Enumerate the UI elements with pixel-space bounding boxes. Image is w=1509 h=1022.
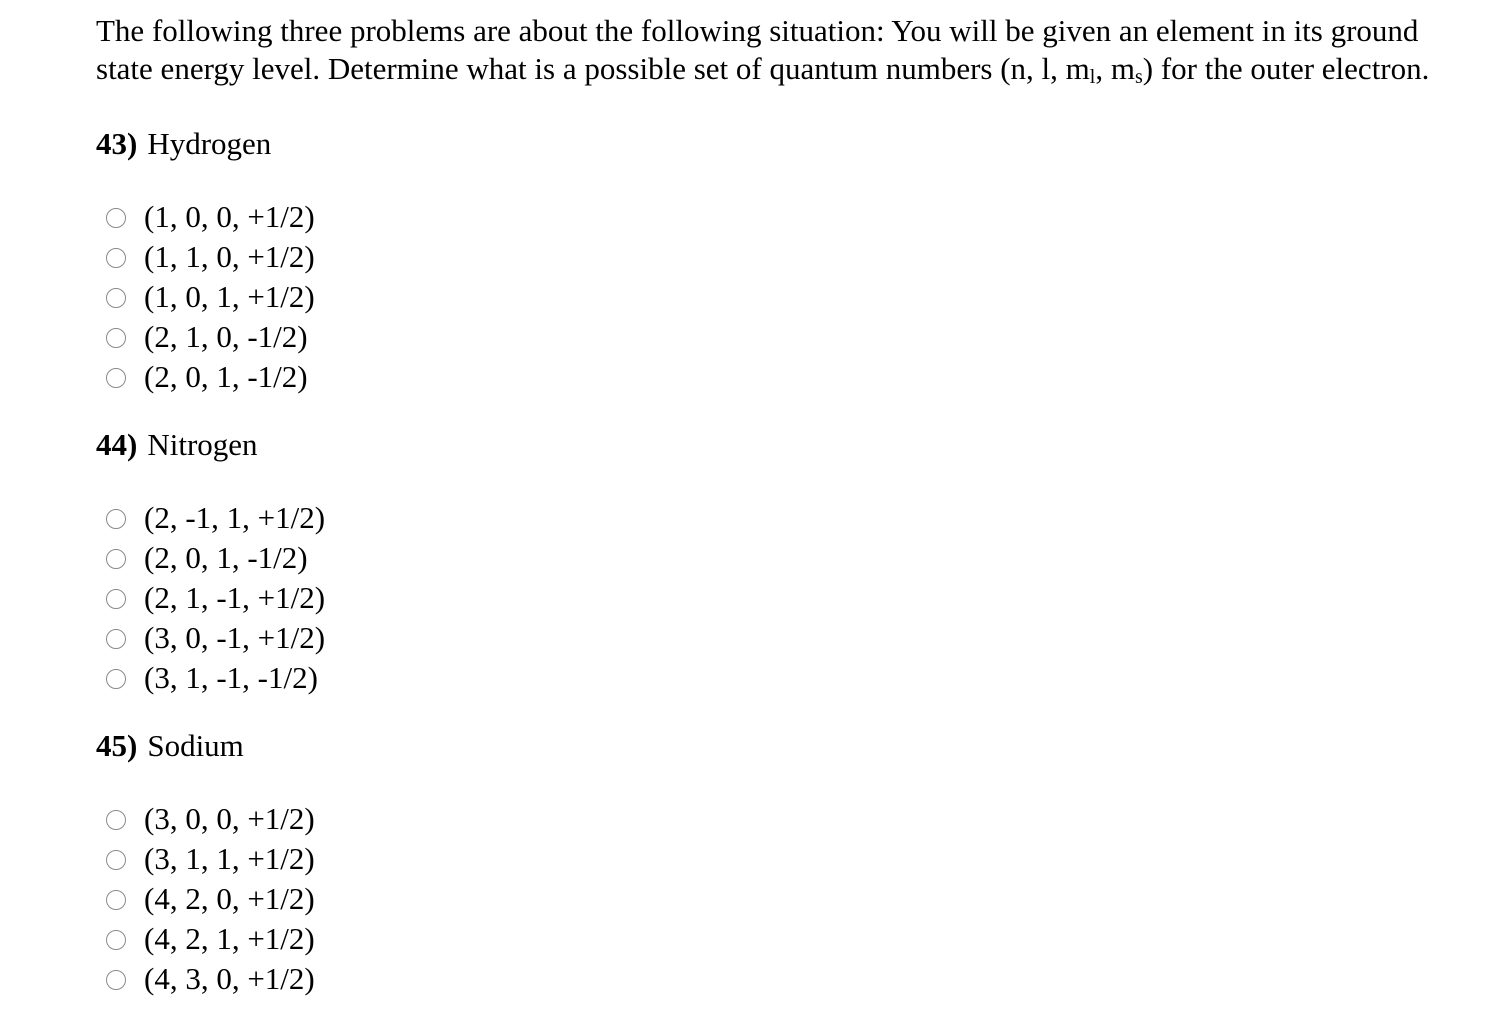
answer-option[interactable]	[106, 839, 315, 879]
subscript-l: l	[1089, 66, 1096, 88]
option-label: (3, 1, 1, +1/2)	[144, 841, 315, 876]
radio-button[interactable]	[106, 810, 126, 830]
option-label: (1, 0, 0, +1/2)	[144, 199, 315, 234]
intro-text: , m	[1095, 51, 1135, 86]
radio-button[interactable]	[106, 850, 126, 870]
radio-button[interactable]	[106, 208, 126, 228]
radio-button[interactable]	[106, 328, 126, 348]
radio-button[interactable]	[106, 288, 126, 308]
answer-option[interactable]	[106, 277, 315, 317]
question-44	[96, 426, 325, 698]
question-number: 43)	[96, 126, 138, 161]
option-label: (2, 0, 1, -1/2)	[144, 359, 308, 394]
subscript-s: s	[1134, 66, 1143, 88]
radio-button[interactable]	[106, 629, 126, 649]
question-element: Sodium	[147, 728, 244, 763]
answer-option[interactable]	[106, 618, 325, 658]
option-label: (1, 0, 1, +1/2)	[144, 279, 315, 314]
answer-option[interactable]	[106, 498, 325, 538]
answer-option[interactable]	[106, 538, 325, 578]
question-45	[96, 727, 315, 999]
radio-button[interactable]	[106, 248, 126, 268]
question-title	[96, 727, 315, 765]
intro-text: ) for the outer electron.	[1142, 51, 1430, 86]
answer-option[interactable]	[106, 879, 315, 919]
option-label: (2, -1, 1, +1/2)	[144, 500, 326, 535]
option-label: (1, 1, 0, +1/2)	[144, 239, 315, 274]
option-label: (4, 2, 0, +1/2)	[144, 881, 315, 916]
answer-option[interactable]	[106, 658, 325, 698]
option-label: (3, 1, -1, -1/2)	[144, 660, 318, 695]
answer-options	[96, 498, 325, 698]
question-title	[96, 125, 315, 163]
answer-option[interactable]	[106, 799, 315, 839]
answer-options	[96, 799, 315, 999]
option-label: (3, 0, -1, +1/2)	[144, 620, 326, 655]
option-label: (2, 0, 1, -1/2)	[144, 540, 308, 575]
radio-button[interactable]	[106, 970, 126, 990]
question-element: Nitrogen	[147, 427, 258, 462]
answer-option[interactable]	[106, 197, 315, 237]
answer-option[interactable]	[106, 357, 315, 397]
radio-button[interactable]	[106, 549, 126, 569]
answer-option[interactable]	[106, 237, 315, 277]
intro-line-1: The following three problems are about the following situation: You will be given an element in its ground	[96, 13, 1419, 48]
radio-button[interactable]	[106, 669, 126, 689]
option-label: (4, 2, 1, +1/2)	[144, 921, 315, 956]
problem-intro	[96, 12, 1496, 88]
answer-options	[96, 197, 315, 397]
option-label: (2, 1, 0, -1/2)	[144, 319, 308, 354]
radio-button[interactable]	[106, 509, 126, 529]
option-label: (2, 1, -1, +1/2)	[144, 580, 326, 615]
radio-button[interactable]	[106, 890, 126, 910]
option-label: (4, 3, 0, +1/2)	[144, 961, 315, 996]
radio-button[interactable]	[106, 589, 126, 609]
question-number: 45)	[96, 728, 138, 763]
answer-option[interactable]	[106, 919, 315, 959]
question-element: Hydrogen	[147, 126, 272, 161]
option-label: (3, 0, 0, +1/2)	[144, 801, 315, 836]
answer-option[interactable]	[106, 317, 315, 357]
question-43	[96, 125, 315, 397]
answer-option[interactable]	[106, 959, 315, 999]
intro-line-2	[96, 50, 1496, 88]
question-title	[96, 426, 325, 464]
radio-button[interactable]	[106, 930, 126, 950]
answer-option[interactable]	[106, 578, 325, 618]
radio-button[interactable]	[106, 368, 126, 388]
question-number: 44)	[96, 427, 138, 462]
intro-text: state energy level. Determine what is a possible set of quantum numbers (n, l, m	[96, 51, 1090, 86]
